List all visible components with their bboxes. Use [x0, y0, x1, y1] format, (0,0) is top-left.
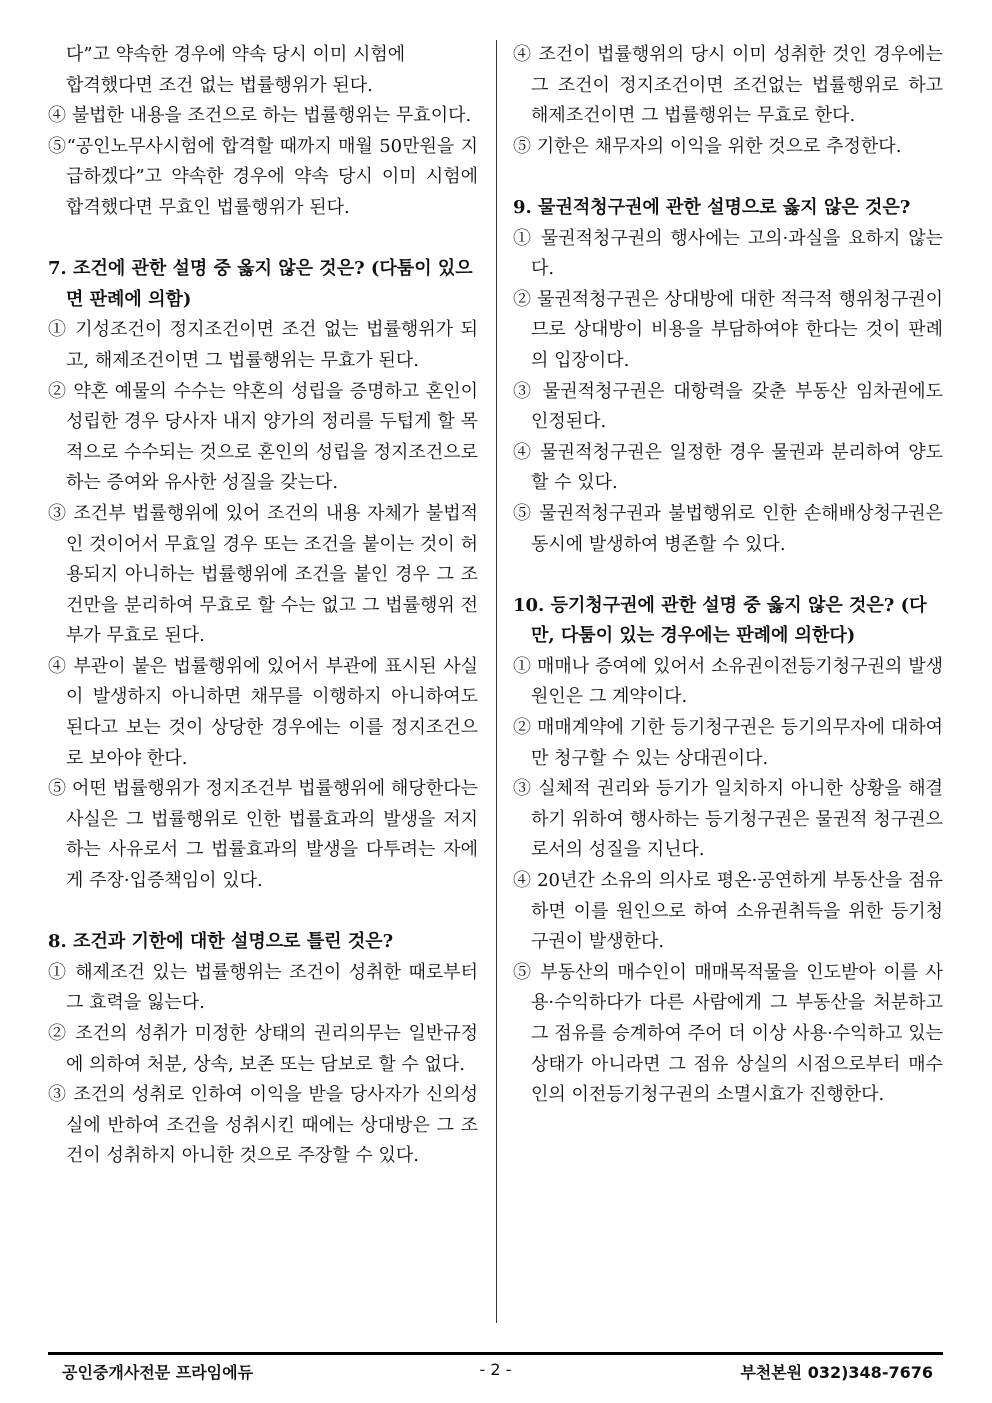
q9-option-2: ② 물권적청구권은 상대방에 대한 적극적 행위청구권이므로 상대방이 비용을 부담하여야 한다는 것이 판례의 입장이다. [513, 288, 943, 371]
q10-title: 10. 등기청구권에 관한 설명 중 옳지 않은 것은? (다만, 다툼이 있는 경우에는 판례에 의한다) [513, 594, 927, 647]
q7-option-2: ② 약혼 예물의 수수는 약혼의 성립을 증명하고 혼인이 성립한 경우 당사자 내지 양가의 정리를 두텁게 할 목적으로 수수되는 것으로 혼인의 성립을 정지조건으로 하는 증여와 유사한 성질을 갖는다. [48, 380, 478, 494]
q8-option-4: ④ 조건이 법률행위의 당시 이미 성취한 것인 경우에는 그 조건이 정지조건이면 조건없는 법률행위로 하고 해제조건이면 그 법률행위는 무효로 한다. [513, 44, 943, 127]
q8-option-5: ⑤ 기한은 채무자의 이익을 위한 것으로 추정한다. [513, 135, 902, 157]
q10-option-1: ① 매매나 증여에 있어서 소유권이전등기청구권의 발생원인은 그 계약이다. [513, 655, 943, 708]
footer-contact: 부천본원 032)348-7676 [740, 1363, 933, 1382]
q6-option-4: ④ 불법한 내용을 조건으로 하는 법률행위는 무효이다. [48, 105, 472, 127]
q10-option-3: ③ 실체적 권리와 등기가 일치하지 아니한 상황을 해결하기 위하여 행사하는 등기청구권은 물권적 청구권으로서의 성질을 지닌다. [513, 778, 943, 861]
q8-title: 8. 조건과 기한에 대한 설명으로 틀린 것은? [48, 931, 394, 953]
q9-option-4: ④ 물권적청구권은 일정한 경우 물권과 분리하여 양도할 수 있다. [513, 441, 943, 494]
page-footer [48, 1360, 943, 1384]
footer-publisher: 공인중개사전문 프라임에듀 [62, 1363, 254, 1382]
q10-option-5: ⑤ 부동산의 매수인이 매매목적물을 인도받아 이를 사용·수익하다가 다른 사람에게 그 부동산을 처분하고 그 점유를 승계하여 주어 더 이상 사용·수익하고 있는 상태가 아니라면 그 점유 상실의 시점으로부터 매수인의 이전등기청구권의 소멸시효가 진행한다. [513, 961, 943, 1106]
q9-option-1: ① 물권적청구권의 행사에는 고의·과실을 요하지 않는다. [513, 227, 943, 280]
q8-option-3: ③ 조건의 성취로 인하여 이익을 받을 당사자가 신의성실에 반하여 조건을 성취시킨 때에는 상대방은 그 조건이 성취하지 아니한 것으로 주장할 수 있다. [48, 1084, 478, 1167]
q7-option-4: ④ 부관이 붙은 법률행위에 있어서 부관에 표시된 사실이 발생하지 아니하면 채무를 이행하지 아니하여도 된다고 보는 것이 상당한 경우에는 이를 정지조건으로 보아야 한다. [48, 655, 478, 769]
q9-title: 9. 물권적청구권에 관한 설명으로 옳지 않은 것은? [513, 196, 911, 218]
q8-option-2: ② 조건의 성취가 미정한 상태의 권리의무는 일반규정에 의하여 처분, 상속, 보존 또는 담보로 할 수 없다. [48, 1023, 478, 1075]
q7-option-5: ⑤ 어떤 법률행위가 정지조건부 법률행위에 해당한다는 사실은 그 법률행위로 인한 법률효과의 발생을 저지하는 사유로서 그 법률효과의 발생을 다투려는 자에게 주장·입증책임이 있다. [48, 778, 478, 892]
q7-option-1: ① 기성조건이 정지조건이면 조건 없는 법률행위가 되고, 해제조건이면 그 법률행위는 무효가 된다. [48, 319, 478, 371]
right-column [513, 40, 943, 1111]
continued-text-line: 다”고 약속한 경우에 약속 당시 이미 시험에 [66, 44, 406, 65]
q7-option-3: ③ 조건부 법률행위에 있어 조건의 내용 자체가 불법적인 것이어서 무효일 경우 또는 조건을 붙이는 것이 허용되지 아니하는 법률행위에 조건을 붙인 경우 그 조건만을 분리하여 무효로 할 수는 없고 그 법률행위 전부가 무효로 된다. [48, 502, 478, 647]
q10-option-2: ② 매매계약에 기한 등기청구권은 등기의무자에 대하여만 청구할 수 있는 상대권이다. [513, 717, 943, 769]
q9-option-5: ⑤ 물권적청구권과 불법행위로 인한 손해배상청구권은 동시에 발생하여 병존할 수 있다. [513, 502, 943, 555]
q7-title: 7. 조건에 관한 설명 중 옳지 않은 것은? (다툼이 있으면 판례에 의함) [48, 258, 473, 310]
q8-option-1: ① 해제조건 있는 법률행위는 조건이 성취한 때로부터 그 효력을 잃는다. [48, 961, 478, 1014]
column-divider [496, 40, 497, 1323]
q9-option-3: ③ 물권적청구권은 대항력을 갖춘 부동산 임차권에도 인정된다. [513, 380, 943, 433]
continued-text-line: 합격했다면 조건 없는 법률행위가 된다. [66, 74, 373, 96]
footer-rule [48, 1352, 943, 1355]
q10-option-4: ④ 20년간 소유의 의사로 평온·공연하게 부동산을 점유하면 이를 원인으로 하여 소유권취득을 위한 등기청구권이 발생한다. [513, 870, 943, 953]
left-column [48, 40, 478, 1172]
q6-option-5: ⑤“공인노무사시험에 합격할 때까지 매월 50만원을 지급하겠다”고 약속한 경우에 약속 당시 이미 시험에 합격했다면 무효인 법률행위가 된다. [48, 135, 478, 218]
page-number: - 2 - [479, 1360, 512, 1379]
